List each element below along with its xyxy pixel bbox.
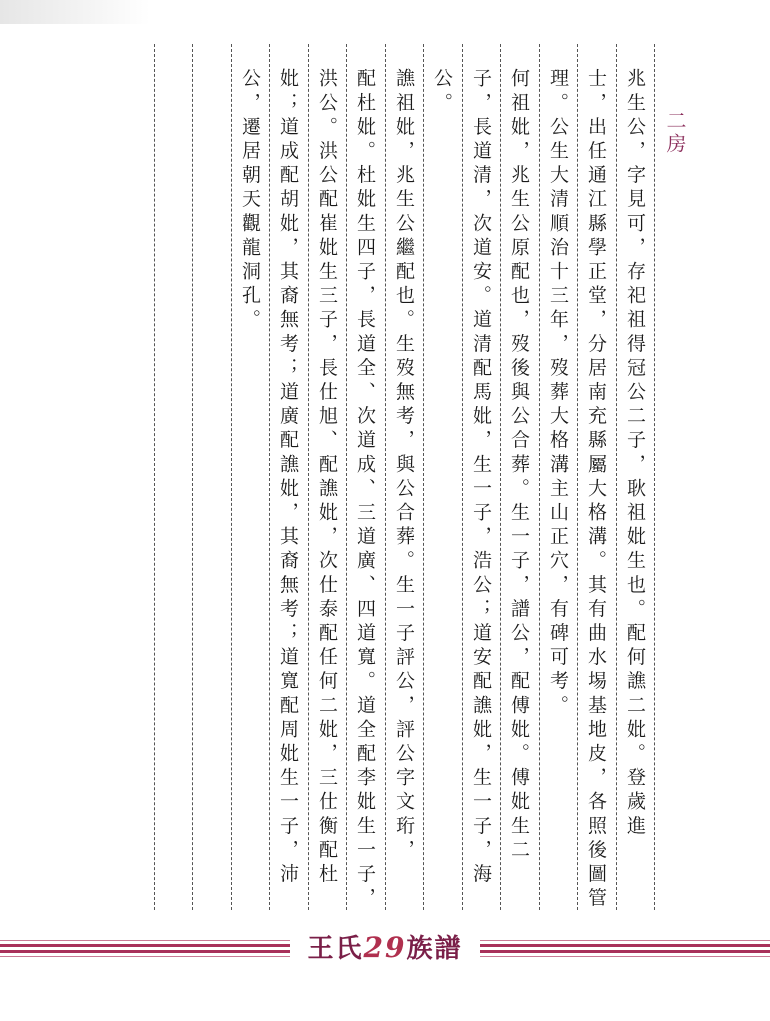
footer-volume-number: 29 xyxy=(363,931,407,964)
text-column-10: 妣；道成配胡妣，其裔無考；道廣配譙妣，其裔無考；道寬配周妣生一子，沛 xyxy=(277,68,299,888)
text-column-2: 士，出任通江縣學正堂，分居南充縣屬大格溝。其有曲水埸基地皮，各照後圖管 xyxy=(585,68,607,912)
column-rule xyxy=(577,44,578,910)
column-rule xyxy=(192,44,193,910)
column-rule xyxy=(346,44,347,910)
column-rule xyxy=(500,44,501,910)
column-rule xyxy=(654,44,655,910)
column-rule xyxy=(423,44,424,910)
text-column-5: 子，長道清，次道安。道清配馬妣，生一子，浩公；道安配譙妣，生一子，海 xyxy=(470,68,492,888)
column-rule xyxy=(462,44,463,910)
text-column-6: 公。 xyxy=(431,68,453,117)
section-label: 二房 xyxy=(663,110,687,156)
column-rule xyxy=(616,44,617,910)
scan-artifact xyxy=(0,0,150,24)
text-column-8: 配杜妣。杜妣生四子，長道全、次道成、三道廣、四道寬。道全配李妣生一子， xyxy=(354,68,376,912)
column-rule xyxy=(269,44,270,910)
column-rule xyxy=(385,44,386,910)
column-rule xyxy=(308,44,309,910)
footer-title xyxy=(290,928,480,968)
column-rule xyxy=(539,44,540,910)
text-column-7: 譙祖妣，兆生公繼配也。生歿無考，與公合葬。生一子評公，評公字文珩， xyxy=(393,68,415,864)
footer-title-suffix: 族譜 xyxy=(406,934,463,964)
footer-title-prefix: 王氏 xyxy=(307,934,364,964)
text-column-1: 兆生公，字見可，存祀祖得冠公二子，耿祖妣生也。配何譙二妣。登歲進 xyxy=(624,68,646,840)
column-rule xyxy=(231,44,232,910)
text-column-3: 理。公生大清順治十三年，歿葬大格溝主山正穴，有碑可考。 xyxy=(547,68,569,719)
column-rule xyxy=(154,44,155,910)
text-column-9: 洪公。洪公配崔妣生三子，長仕旭、配譙妣，次仕泰配任何二妣，三仕衡配杜 xyxy=(316,68,338,888)
text-column-11: 公，遷居朝天觀龍洞孔。 xyxy=(239,68,261,334)
text-column-4: 何祖妣，兆生公原配也，歿後與公合葬。生一子，譜公，配傅妣。傅妣生二 xyxy=(508,68,530,864)
